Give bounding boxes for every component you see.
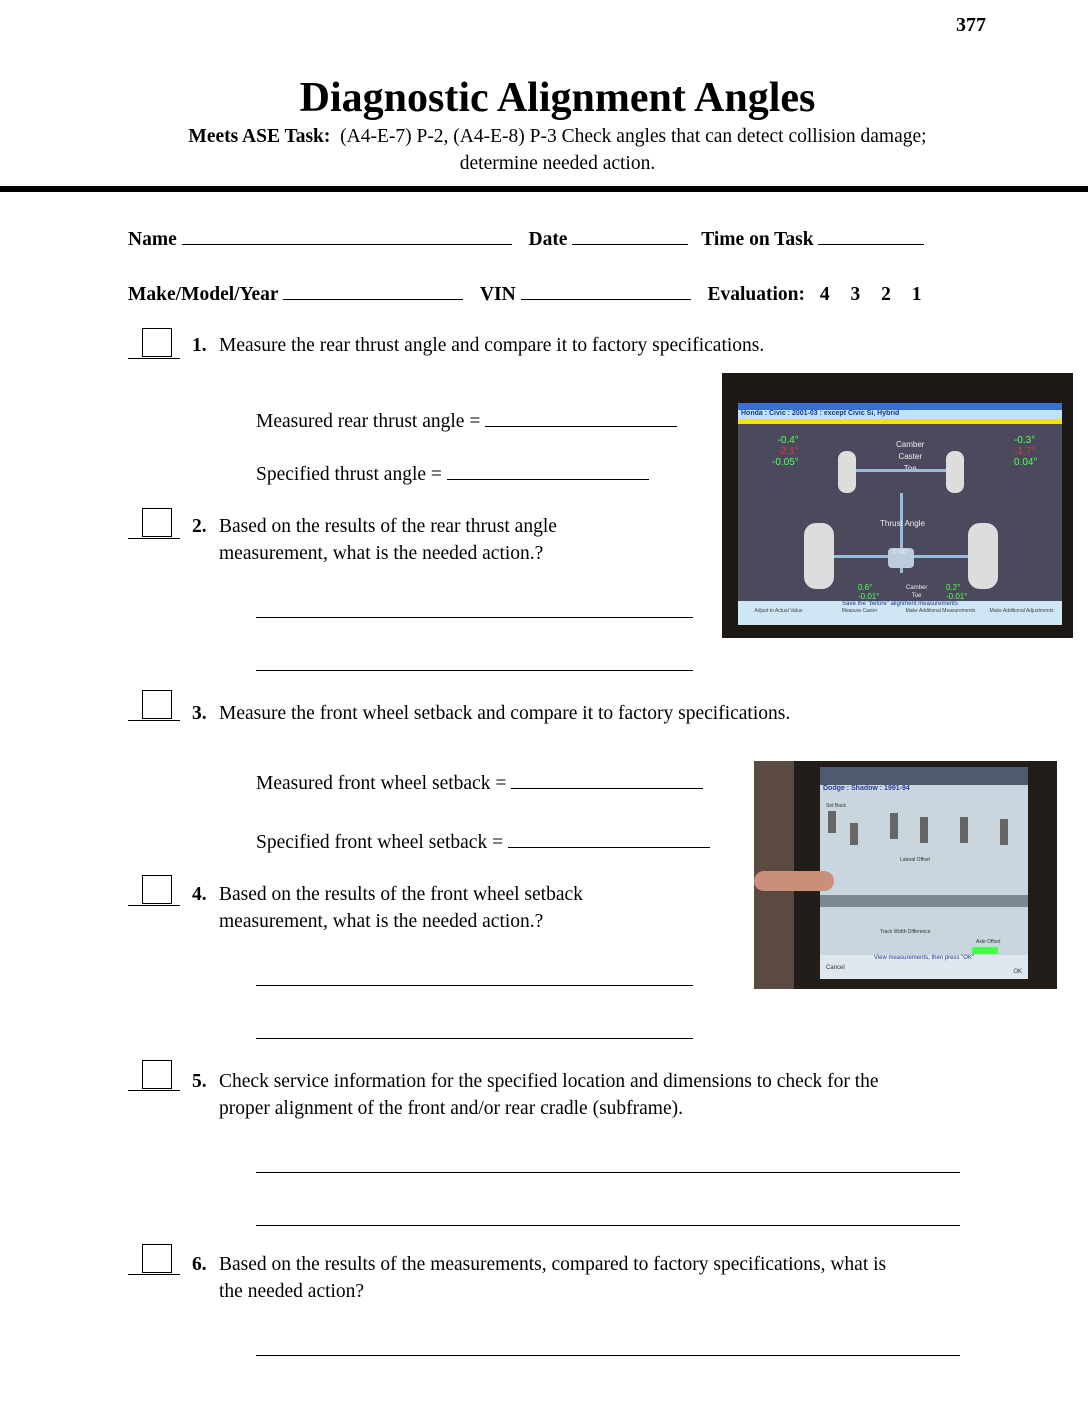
vin-label: VIN: [479, 284, 516, 305]
caster-label: Caster: [898, 452, 922, 461]
evaluation-score-1[interactable]: 1: [911, 284, 922, 305]
lf-camber: -0.4°: [777, 435, 799, 446]
vehicle-row: [128, 281, 922, 306]
camber-label: Camber: [896, 440, 925, 449]
thrust-angle-label: Thrust Angle: [880, 519, 925, 528]
additional-adjustments-button: Make Additional Adjustments: [989, 608, 1054, 614]
lr-camber: 0.6°: [858, 583, 873, 592]
page-number: 377: [956, 14, 986, 36]
axle-offset-label: Axle Offset: [976, 939, 1001, 945]
item-4: [192, 881, 583, 935]
measured-thrust-field[interactable]: [485, 408, 677, 427]
item-1: [192, 332, 764, 359]
divider: [0, 186, 1088, 192]
item-3-checkbox[interactable]: [128, 690, 180, 721]
item-5: [192, 1068, 879, 1122]
item-number: 4.: [192, 884, 207, 905]
item-number: 5.: [192, 1071, 207, 1092]
answer-line[interactable]: [256, 1038, 693, 1039]
rf-toe: 0.04°: [1014, 457, 1038, 468]
evaluation-score-2[interactable]: 2: [881, 284, 891, 305]
rf-caster: -1.7°: [1014, 446, 1036, 457]
rr-camber: 0.2°: [946, 583, 961, 592]
ase-task-label: Meets ASE Task:: [188, 126, 331, 147]
lateral-offset-label: Lateral Offset: [900, 857, 930, 863]
specified-thrust-label: Specified thrust angle =: [256, 464, 442, 485]
item-text: Based on the results of the front wheel setback: [219, 884, 583, 905]
vehicle-title: Honda : Civic : 2001-03 : except Civic Si, Hybrid: [738, 410, 1062, 419]
item-text: the needed action?: [219, 1281, 365, 1302]
measured-thrust-label: Measured rear thrust angle =: [256, 411, 481, 432]
item-number: 6.: [192, 1254, 207, 1275]
specified-setback-field[interactable]: [508, 829, 710, 848]
make-model-year-field[interactable]: [283, 281, 463, 300]
measure-caster-button: Measure Caster: [841, 608, 878, 614]
alignment-screen-photo-setback: [754, 761, 1057, 989]
item-text: Based on the results of the measurements, compared to factory specifications, what is: [219, 1254, 887, 1275]
item-text: Measure the front wheel setback and compare it to factory specifications.: [219, 703, 791, 724]
status-bar: Save the "before" alignment measurements: [842, 601, 958, 607]
answer-line[interactable]: [256, 1172, 960, 1173]
rf-camber: -0.3°: [1014, 435, 1036, 446]
measured-setback-row: [256, 770, 703, 795]
track-width-label: Track Width Difference: [880, 929, 931, 935]
thrust-angle-value: 0.00°: [888, 548, 914, 568]
measured-thrust-row: [256, 408, 677, 433]
rear-camber-label: Camber: [906, 585, 928, 591]
setback-label: Set Back: [826, 803, 847, 809]
vin-field[interactable]: [521, 281, 691, 300]
specified-thrust-row: [256, 461, 649, 486]
item-4-checkbox[interactable]: [128, 875, 180, 906]
subtitle-line-1: [0, 126, 1088, 148]
item-text: Check service information for the specified location and dimensions to check for the: [219, 1071, 879, 1092]
item-5-checkbox[interactable]: [128, 1060, 180, 1091]
item-6-checkbox[interactable]: [128, 1244, 180, 1275]
item-2-checkbox[interactable]: [128, 508, 180, 539]
ok-button: OK: [1013, 969, 1022, 975]
make-model-year-label: Make/Model/Year: [128, 284, 279, 305]
subtitle-line-2: determine needed action.: [459, 153, 656, 174]
specified-setback-label: Specified front wheel setback =: [256, 832, 504, 853]
date-label: Date: [528, 229, 568, 250]
item-text: measurement, what is the needed action.?: [219, 543, 544, 564]
name-field[interactable]: [182, 226, 512, 245]
evaluation-score-3[interactable]: 3: [850, 284, 861, 305]
alignment-screen-photo-thrust: [722, 373, 1073, 638]
ase-task-text: (A4-E-7) P-2, (A4-E-8) P-3 Check angles that can detect collision damage;: [340, 126, 927, 147]
answer-line[interactable]: [256, 617, 693, 618]
additional-measurements-button: Make Additional Measurements: [905, 608, 976, 614]
cancel-button: Cancel: [826, 965, 845, 971]
answer-line[interactable]: [256, 670, 693, 671]
time-on-task-label: Time on Task: [701, 229, 814, 250]
rear-toe-label: Toe: [911, 593, 922, 599]
item-1-checkbox[interactable]: [128, 328, 180, 359]
time-on-task-field[interactable]: [818, 226, 924, 245]
item-number: 3.: [192, 703, 207, 724]
answer-line[interactable]: [256, 1225, 960, 1226]
item-number: 2.: [192, 516, 207, 537]
answer-line[interactable]: [256, 985, 693, 986]
lf-toe: -0.05°: [772, 457, 799, 468]
evaluation-label: Evaluation:: [707, 284, 805, 305]
answer-line[interactable]: [256, 1355, 960, 1356]
item-3: [192, 700, 790, 727]
item-text: measurement, what is the needed action.?: [219, 911, 544, 932]
lr-toe: -0.01°: [858, 592, 880, 601]
item-6: [192, 1251, 886, 1305]
measured-setback-field[interactable]: [511, 770, 703, 789]
lf-caster: -2.1°: [777, 446, 799, 457]
status-bar: View measurements, then press "OK": [873, 955, 975, 961]
specified-thrust-field[interactable]: [447, 461, 649, 480]
rr-toe: -0.01°: [946, 592, 968, 601]
item-number: 1.: [192, 335, 207, 356]
page-title: Diagnostic Alignment Angles: [299, 75, 816, 121]
specified-setback-row: [256, 829, 710, 854]
evaluation-score-4[interactable]: 4: [819, 284, 830, 305]
date-field[interactable]: [572, 226, 688, 245]
item-text: Based on the results of the rear thrust angle: [219, 516, 557, 537]
vehicle-title: Dodge : Shadow : 1991-94: [823, 785, 910, 792]
item-text: proper alignment of the front and/or rear cradle (subframe).: [219, 1098, 684, 1119]
item-2: [192, 513, 557, 567]
name-row: [128, 226, 924, 251]
item-text: Measure the rear thrust angle and compare it to factory specifications.: [219, 335, 765, 356]
measured-setback-label: Measured front wheel setback =: [256, 773, 507, 794]
name-label: Name: [128, 229, 177, 250]
adjust-button: Adjust to Actual Value: [754, 608, 803, 614]
